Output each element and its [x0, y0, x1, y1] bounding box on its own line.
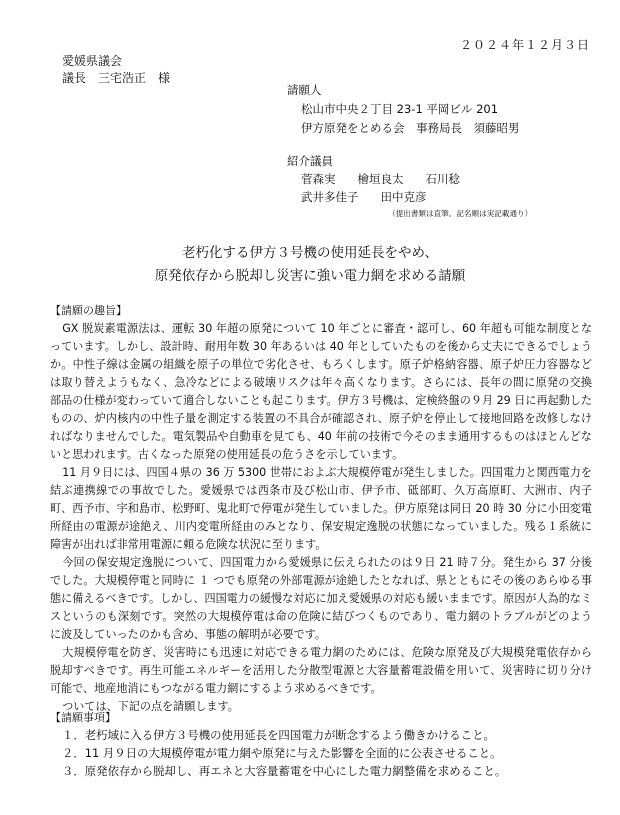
introducer-name: 石川稔: [425, 172, 460, 186]
introducers-row: [301, 189, 449, 205]
petitioner-name: 伊方原発をとめる会 事務局長 須藤昭男: [301, 121, 520, 135]
purpose-paragraph: ついては、下記の点を請願します。: [62, 700, 239, 713]
introducer-name: 檜垣良太: [357, 172, 404, 186]
title-line-2: 原発依存から脱却し災害に強い電力網を求める請願: [154, 268, 466, 284]
petitioner-address: 松山市中央２丁目 23-1 平岡ビル 201: [301, 102, 499, 116]
introducer-name: 田中克彦: [380, 190, 427, 204]
purpose-body: [50, 320, 592, 716]
purpose-heading: 【請願の趣旨】: [50, 304, 127, 317]
purpose-paragraph: 今回の保安規定逸脱について、四国電力から愛媛県に伝えられたのは９日 21 時７分。発生から 37 分後でした。大規模停電と同時に １ つでも原発の外部電源が途絶したとなれば、県とともにその後のあらゆる事態に備えるべきです。しかし、四国電力の緩慢な対応に加え愛媛県の対応も緩いままです。原因が人為的なミスというのも深刻です。突然の大規模停電は命の危険に結びつくものであり、電力網のトラブルがどのように波及していったのかも含め、事態の解明が必要です。: [50, 556, 592, 641]
addressee-name: 議長 三宅浩正 様: [62, 71, 171, 85]
requests-heading: 【請願事項】: [50, 711, 116, 724]
title-line-1: 老朽化する伊方３号機の使用延長をやめ、: [182, 245, 438, 261]
request-item: ３．原発依存から脱却し、再エネと大容量蓄電を中心にした電力網整備を求めること。: [62, 764, 507, 778]
introducers-row: [301, 171, 482, 187]
addressee-org: 愛媛県議会: [62, 54, 123, 68]
purpose-paragraph: 11 月９日には、四国４県の 36 万 5300 世帯におよぶ大規模停電が発生しました。四国電力と関西電力を結ぶ連携線での事故でした。愛媛県では西条市及び松山市、伊予市、砥部町、久万高原町、大洲市、内子町、西予市、宇和島市、松野町、鬼北町で停電が発生していました。伊方原発は同日 20 時 30 分に小田変電所経由の電源が途絶え、川内変電所経由のみとなり、保安規定逸脱の状態になっていました。残る１系統に障害が出れば非常用電源に頼る危険な状況に至ります。: [50, 466, 592, 551]
document-date: ２０２４年１２月３日: [459, 38, 590, 52]
introducer-name: 武井多佳子: [301, 190, 359, 204]
purpose-paragraph: 大規模停電を防ぎ、災害時にも迅速に対応できる電力網のためには、危険な原発及び大規模発電依存から脱却すべきです。再生可能エネルギーを活用した分散型電源と大容量蓄電設備を用いて、災害時に切り分け可能で、地産地消にもつながる電力網にするよう求めるべきです。: [50, 646, 592, 695]
introducers-note: （提出書類は直筆。記名順は実記載通り）: [388, 209, 533, 218]
purpose-paragraph: GX 脱炭素電源法は、運転 30 年超の原発について 10 年ごとに審査・認可し、60 年超も可能な制度となっています。しかし、設計時、耐用年数 30 年あるいは 40 年としていたものを後から丈夫にできるでしょうか。中性子線は金属の組織を原子の単位で劣化させ、もろくします。原子炉格納容器、原子炉圧力容器などは取り替えようもなく、急冷などによる破壊リスクは年々高くなります。さらには、長年の間に原発の交換部品の仕様が変わっていて適合しないことも起こります。伊方３号機は、定検終盤の９月 29 日に再起動したものの、炉内核内の中性子量を測定する装置の不具合が確認され、原子炉を停止して接地回路を改修しなければなりませんでした。電気製品や自動車を見ても、40 年前の技術で今そのまま通用するものはほとんどないと思われます。古くなった原発の使用延長の危うさを示しています。: [50, 322, 592, 461]
introducer-name: 菅森実: [301, 172, 336, 186]
request-item: １．老朽域に入る伊方３号機の使用延長を四国電力が断念するよう働きかけること。: [62, 728, 495, 742]
introducers-label: 紹介議員: [287, 154, 333, 168]
petitioner-label: 請願人: [287, 83, 322, 97]
request-item: ２．11 月９日の大規模停電が電力網や原発に与えた影響を全面的に公表させること。: [62, 746, 502, 760]
